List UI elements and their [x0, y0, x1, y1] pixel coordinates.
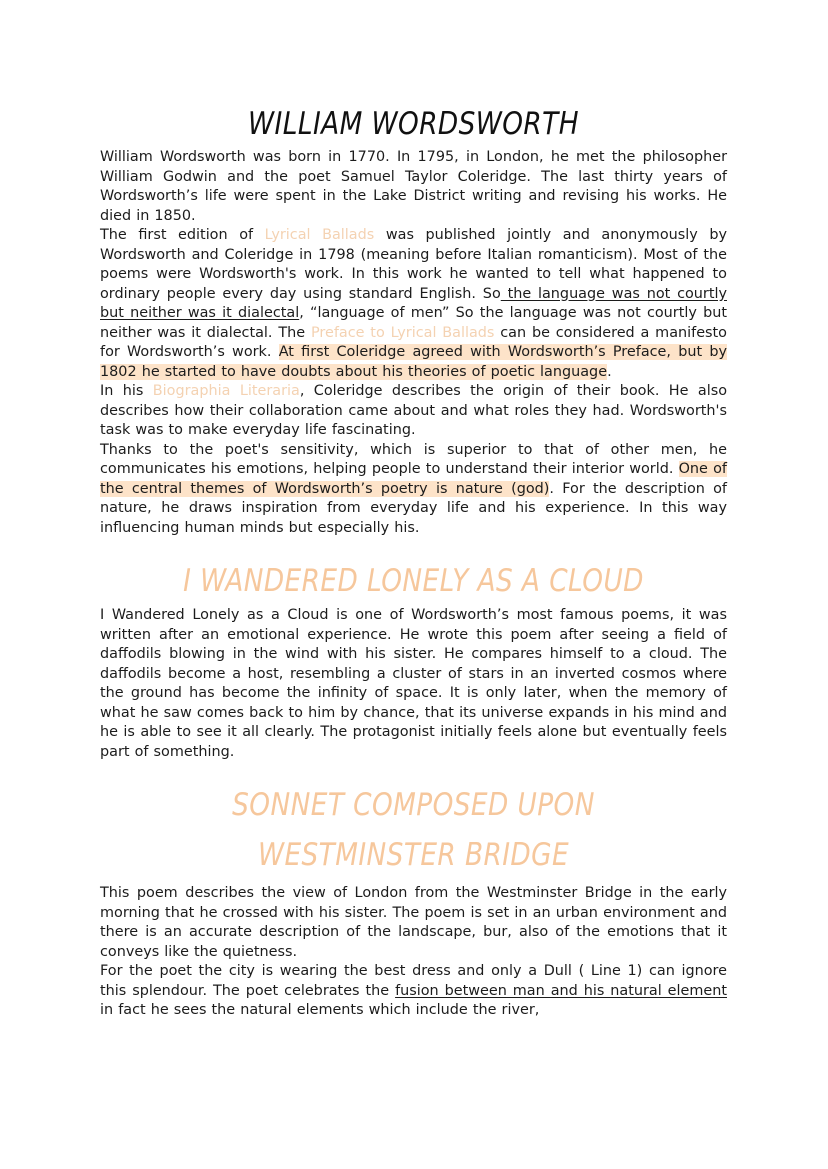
- section-westminster-bridge: [100, 780, 727, 1021]
- text-run: The first edition of: [100, 227, 265, 243]
- paragraph: [100, 441, 727, 539]
- highlighted-text: One of the central themes of Wordsworth’s poetry is nature (god): [100, 461, 727, 497]
- document-title: WILLIAM WORDSWORTH: [248, 106, 579, 142]
- title-reference: Lyrical Ballads: [264, 227, 375, 243]
- paragraph: [100, 606, 727, 762]
- paragraph: [100, 148, 727, 226]
- intro-section: [100, 148, 727, 538]
- underlined-text: fusion between man and his natural element: [395, 982, 727, 999]
- section-heading: SONNET COMPOSED UPON WESTMINSTER BRIDGE: [232, 787, 595, 873]
- text-run: For the poet the city is wearing the best dress and only a Dull ( Line 1) can ignore this splendour. The poet celebrates the: [100, 963, 727, 999]
- text-run: This poem describes the view of London from the Westminster Bridge in the early morning that he crossed with his sister. The poem is set in an urban environment and there is an accurate description of the landscape, bur, also of the emotions that it conveys like the quietness.: [100, 885, 727, 960]
- document-page: [100, 100, 727, 1021]
- underlined-text: the language was not courtly but neither was it dialectal: [100, 285, 727, 321]
- section-body: [100, 884, 727, 1021]
- text-run: was published jointly and anonymously by Wordsworth and Coleridge in 1798 (meaning before Italian romanticism). Most of the poems were Wordsworth's work. In this work he wanted to tell what happened to ordinary people every day using standard English. So: [100, 227, 728, 302]
- text-run: , Coleridge describes the origin of their book. He also describes how their collaboration came about and what roles they had. Wordsworth's task was to make everyday life fascinating.: [100, 383, 727, 438]
- highlighted-text: At first Coleridge agreed with Wordsworth’s Preface, but by 1802 he started to have doubts about his theories of poetic language: [100, 344, 727, 380]
- text-run: Thanks to the poet's sensitivity, which is superior to that of other men, he communicates his emotions, helping people to understand their interior world.: [100, 441, 727, 477]
- title-reference: Biographia Literaria: [152, 383, 300, 399]
- paragraph: [100, 884, 727, 962]
- text-run: , “language of men” So the language was not courtly but neither was it dialectal. The: [100, 305, 727, 341]
- text-run: In his: [100, 383, 153, 399]
- section-i-wandered-lonely: [100, 556, 727, 762]
- text-run: . For the description of nature, he draws inspiration from everyday life and his experience. In this way influencing human minds but especially his.: [100, 480, 728, 536]
- text-run: can be considered a manifesto for Wordsworth’s work.: [100, 324, 727, 360]
- paragraph: [100, 226, 727, 382]
- title-reference: Preface to Lyrical Ballads: [310, 324, 495, 341]
- text-run: .: [607, 363, 612, 380]
- text-run: I Wandered Lonely as a Cloud is one of Wordsworth’s most famous poems, it was written after an emotional experience. He wrote this poem after seeing a field of daffodils blowing in the wind with his sister. He compares himself to a cloud. The daffodils become a host, resembling a cluster of stars in an inverted cosmos where the ground has become the infinity of space. It is only later, when the memory of what he saw comes back to him by chance, that its universe expands in his mind and he is able to see it all clearly. The protagonist initially feels alone but eventually feels part of something.: [100, 607, 727, 760]
- paragraph: [100, 962, 727, 1021]
- text-run: in fact he sees the natural elements which include the river,: [100, 1002, 540, 1018]
- section-heading: I WANDERED LONELY AS A CLOUD: [183, 563, 644, 599]
- text-run: William Wordsworth was born in 1770. In 1795, in London, he met the philosopher William Godwin and the poet Samuel Taylor Coleridge. The last thirty years of Wordsworth’s life were spent in the Lake District writing and revising his works. He died in 1850.: [100, 149, 727, 224]
- section-body: [100, 606, 727, 762]
- paragraph: [100, 382, 727, 441]
